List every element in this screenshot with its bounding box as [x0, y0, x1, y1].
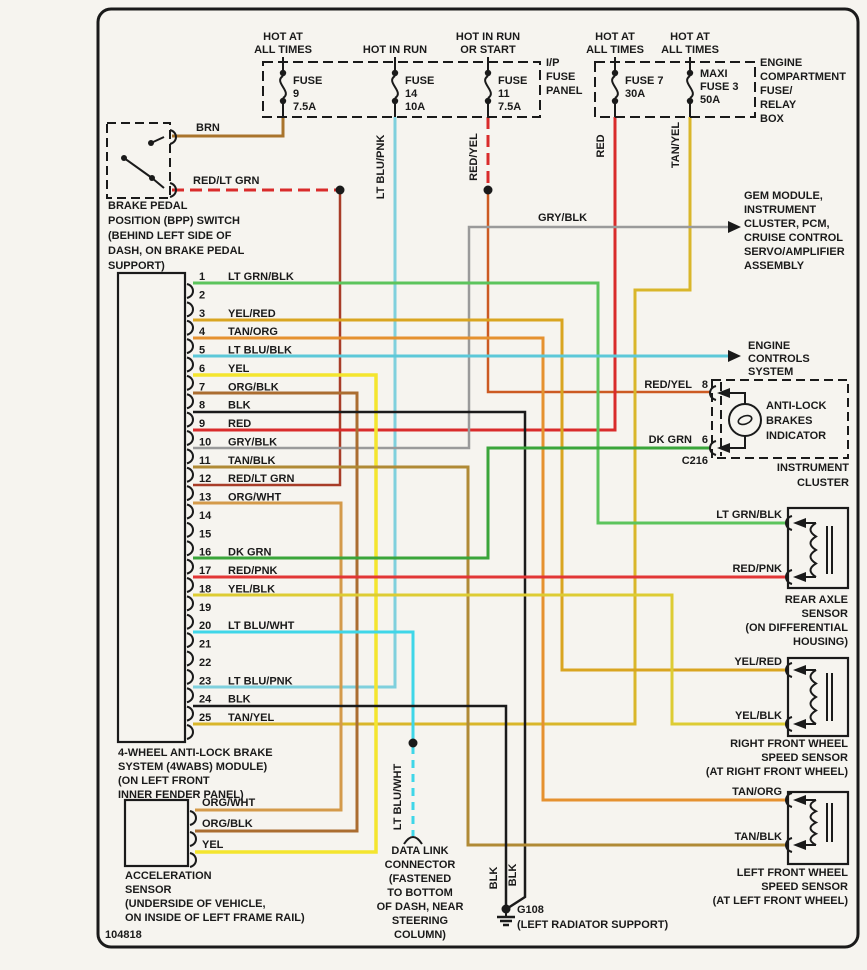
fuse-element-icon — [392, 76, 398, 98]
panel-label: RELAY — [760, 99, 797, 111]
dlc-caption: OF DASH, NEAR — [376, 901, 464, 913]
wire-color-label: BRN — [196, 122, 220, 134]
arrow-left-icon — [793, 518, 806, 528]
sensor-caption: (AT RIGHT FRONT WHEEL) — [705, 766, 848, 778]
bpp-caption: DASH, ON BRAKE PEDAL — [108, 245, 245, 257]
fuse-label: 9 — [293, 88, 300, 100]
wire-color-label: TAN/YEL — [670, 121, 682, 169]
pin-label: YEL/RED — [734, 656, 782, 668]
wire-blk-pin8 — [193, 412, 525, 908]
wire-tan-org — [193, 338, 786, 800]
indicator-pin-number: 8 — [701, 379, 708, 391]
bulb-lead — [730, 393, 745, 404]
bulb-filament-icon — [737, 414, 753, 426]
fuse-element-icon — [687, 76, 693, 98]
pin-number: 1 — [199, 271, 206, 283]
pin-bracket — [187, 560, 193, 574]
arrow-left-icon — [717, 443, 730, 453]
sensor-caption: (AT LEFT FRONT WHEEL) — [712, 895, 848, 907]
accel-caption: ON INSIDE OF LEFT FRAME RAIL) — [125, 912, 305, 924]
panel-label: I/P — [546, 57, 560, 69]
bpp-caption: (BEHIND LEFT SIDE OF — [108, 230, 232, 242]
pin-label: BLK — [228, 693, 251, 706]
fuse-label: 30A — [625, 88, 646, 100]
pin-label: TAN/ORG — [732, 786, 782, 798]
pin-bracket — [187, 321, 193, 335]
cluster-label: INSTRUMENT — [776, 462, 849, 474]
indicator-name: BRAKES — [766, 415, 813, 427]
sensor-caption: SENSOR — [801, 608, 848, 620]
sensor-caption: REAR AXLE — [784, 594, 848, 606]
bulb-icon — [729, 404, 761, 436]
accel-caption: (UNDERSIDE OF VEHICLE, — [125, 898, 266, 910]
dlc-caption: (FASTENED — [388, 873, 452, 885]
module-caption: SYSTEM (4WABS) MODULE) — [118, 761, 268, 773]
coil-icon — [811, 523, 817, 577]
pin-bracket — [187, 449, 193, 463]
pin-bracket — [190, 853, 196, 867]
indicator-pin-number: 6 — [701, 434, 708, 446]
pin-label: RED/PNK — [228, 565, 278, 577]
pin-label: DK GRN — [228, 546, 272, 559]
gem-label: SERVO/AMPLIFIER — [744, 246, 845, 258]
pin-bracket — [187, 486, 193, 500]
pin-bracket — [187, 578, 193, 592]
pin-label: LT BLU/WHT — [228, 620, 295, 633]
pin-number: 23 — [199, 675, 212, 688]
power-source-label: OR START — [460, 44, 516, 56]
pin-number: 2 — [199, 289, 206, 302]
wire-yel — [193, 375, 376, 852]
wire-color-label: LT BLU/PNK — [375, 134, 387, 200]
module-caption: 4-WHEEL ANTI-LOCK BRAKE — [118, 747, 273, 759]
pin-label: YEL — [228, 362, 250, 375]
pin-number: 20 — [199, 620, 212, 633]
sensor-caption: (ON DIFFERENTIAL — [745, 622, 848, 634]
fuse-element-icon — [485, 76, 491, 98]
pin-bracket — [187, 358, 193, 372]
pin-number: 22 — [199, 656, 212, 669]
gem-label: INSTRUMENT — [744, 204, 817, 216]
fuse-label: 10A — [405, 101, 426, 113]
pin-number: 3 — [199, 307, 206, 320]
sensor-box — [788, 792, 848, 864]
pin-bracket — [187, 413, 193, 427]
power-source-label: HOT AT — [670, 31, 710, 43]
fuse-terminal — [392, 98, 398, 104]
junction-dot — [409, 739, 418, 748]
pin-label: YEL/BLK — [734, 710, 782, 722]
dlc-caption: CONNECTOR — [384, 859, 456, 871]
pin-number: 7 — [199, 381, 206, 394]
ground-id: G108 — [517, 904, 544, 916]
diagram-number: 104818 — [105, 929, 142, 941]
pin-label: YEL — [202, 839, 224, 851]
pin-number: 14 — [199, 509, 212, 522]
dlc-caption: TO BOTTOM — [387, 887, 453, 899]
sensor-caption: RIGHT FRONT WHEEL — [730, 738, 848, 750]
indicator-wire-label: RED/YEL — [644, 379, 692, 391]
sensor-caption: SPEED SENSOR — [761, 752, 848, 764]
pin-bracket — [187, 633, 193, 647]
panel-label: FUSE — [546, 71, 576, 83]
engine-controls-label: ENGINE — [748, 340, 791, 352]
wire-brn-feed — [172, 117, 283, 136]
pin-number: 18 — [199, 583, 212, 596]
coil-icon — [811, 800, 817, 845]
sensor-caption: HOUSING) — [793, 636, 848, 648]
arrow-left-icon — [793, 795, 806, 805]
pin-bracket — [187, 376, 193, 390]
switch-lever — [124, 158, 152, 178]
pin-label: RED/LT GRN — [228, 473, 295, 486]
pin-bracket — [187, 670, 193, 684]
fuse-label: 50A — [700, 94, 721, 106]
wire-yel-blk — [193, 595, 786, 724]
engine-controls-label: CONTROLS — [748, 353, 810, 365]
dlc-caption: COLUMN) — [394, 929, 446, 941]
cluster-label: CLUSTER — [797, 477, 849, 489]
power-source-label: HOT IN RUN — [362, 44, 428, 56]
panel-label: FUSE/ — [760, 85, 793, 97]
panel-label: ENGINE — [760, 57, 803, 69]
pin-number: 5 — [199, 344, 206, 357]
fuse-label: FUSE — [498, 75, 528, 87]
gem-label: CRUISE CONTROL — [744, 232, 843, 244]
wire-color-label: BLK — [488, 866, 500, 890]
pin-bracket — [190, 832, 196, 846]
gem-arrow-icon — [728, 221, 741, 233]
gem-label: CLUSTER, PCM, — [744, 218, 830, 230]
wire-lt-blu-pnk — [193, 117, 395, 687]
pin-label: YEL/RED — [228, 307, 276, 320]
fuse-label: 7.5A — [293, 101, 317, 113]
power-source-label: HOT IN RUN — [455, 31, 521, 43]
pin-bracket — [190, 811, 196, 825]
pin-label: YEL/BLK — [228, 583, 276, 596]
fuse-terminal — [687, 98, 693, 104]
gem-label: GEM MODULE, — [744, 190, 823, 202]
fuse-label: FUSE — [405, 75, 435, 87]
accel-sensor-box — [125, 800, 188, 866]
pin-number: 24 — [199, 693, 212, 706]
fuse-element-icon — [612, 76, 618, 98]
pin-number: 19 — [199, 601, 212, 614]
accel-caption: SENSOR — [125, 884, 172, 896]
pin-bracket — [187, 725, 193, 739]
pin-number: 13 — [199, 491, 212, 504]
pin-label: LT BLU/PNK — [228, 675, 293, 688]
power-source-label: HOT AT — [263, 31, 303, 43]
pin-label: GRY/BLK — [228, 436, 278, 449]
pin-bracket — [187, 302, 193, 316]
fuse-label: 7.5A — [498, 101, 522, 113]
connector-id: C216 — [681, 455, 708, 467]
gem-label: ASSEMBLY — [744, 260, 805, 272]
junction-dot — [336, 186, 345, 195]
fuse-terminal — [485, 70, 491, 76]
bpp-caption: SUPPORT) — [108, 260, 165, 272]
pin-number: 11 — [199, 454, 211, 467]
fuse-label: FUSE — [293, 75, 323, 87]
coil-icon — [811, 670, 817, 724]
pin-number: 10 — [199, 436, 212, 449]
module-caption: INNER FENDER PANEL) — [118, 789, 244, 801]
panel-label: PANEL — [546, 85, 583, 97]
panel-label: COMPARTMENT — [760, 71, 846, 83]
bpp-caption: POSITION (BPP) SWITCH — [108, 215, 240, 227]
pin-label: LT BLU/BLK — [228, 344, 292, 357]
pin-bracket — [187, 523, 193, 537]
fuse-label: FUSE 7 — [625, 75, 664, 87]
engine-controls-arrow-icon — [728, 350, 741, 362]
indicator-name: INDICATOR — [766, 430, 827, 442]
pin-number: 8 — [199, 399, 206, 412]
indicator-name: ANTI-LOCK — [766, 400, 827, 412]
pin-label: LT GRN/BLK — [716, 509, 782, 521]
pin-bracket — [187, 652, 193, 666]
bulb-lead — [730, 436, 745, 448]
bpp-caption: BRAKE PEDAL — [108, 200, 188, 212]
wire-color-label: BLK — [507, 863, 519, 887]
ground-caption: (LEFT RADIATOR SUPPORT) — [517, 919, 669, 931]
sensor-caption: SPEED SENSOR — [761, 881, 848, 893]
arrow-left-icon — [793, 840, 806, 850]
fuse-terminal — [687, 70, 693, 76]
pin-bracket — [187, 596, 193, 610]
power-source-label: ALL TIMES — [586, 44, 644, 56]
fuse-terminal — [280, 98, 286, 104]
pin-number: 17 — [199, 565, 212, 577]
dlc-bracket — [404, 837, 422, 844]
sensor-caption: LEFT FRONT WHEEL — [736, 867, 848, 879]
pin-number: 9 — [199, 418, 206, 430]
fuse-label: FUSE 3 — [700, 81, 739, 93]
fuse-terminal — [612, 70, 618, 76]
pin-bracket — [187, 707, 193, 721]
arrow-left-icon — [793, 572, 806, 582]
wire-color-label: RED — [595, 134, 607, 158]
pin-number: 6 — [199, 362, 206, 375]
arrow-left-icon — [717, 388, 730, 398]
pin-label: BLK — [228, 399, 251, 412]
pin-label: TAN/YEL — [228, 712, 275, 724]
dlc-caption: DATA LINK — [391, 845, 449, 857]
pin-bracket — [187, 468, 193, 482]
accel-caption: ACCELERATION — [125, 870, 212, 882]
pin-label: ORG/WHT — [228, 491, 282, 504]
fuse-terminal — [485, 98, 491, 104]
pin-number: 12 — [199, 473, 212, 486]
pin-bracket — [187, 615, 193, 629]
pin-label: ORG/BLK — [228, 381, 279, 394]
pin-number: 15 — [199, 528, 212, 541]
pin-label: ORG/BLK — [202, 818, 253, 830]
pin-label: RED — [228, 418, 252, 430]
fuse-element-icon — [280, 76, 286, 98]
wire-color-label: RED/YEL — [468, 133, 480, 181]
pin-number: 25 — [199, 712, 212, 724]
pin-bracket — [187, 541, 193, 555]
engine-controls-label: SYSTEM — [748, 366, 794, 378]
arrow-left-icon — [793, 665, 806, 675]
bpp-switch-box — [107, 123, 170, 198]
module-caption: (ON LEFT FRONT — [118, 775, 210, 787]
fuse-terminal — [612, 98, 618, 104]
wire-color-label: GRY/BLK — [538, 212, 588, 224]
pin-label: ORG/WHT — [202, 797, 256, 809]
power-source-label: ALL TIMES — [254, 44, 312, 56]
pin-bracket — [710, 441, 716, 455]
pin-label: TAN/BLK — [734, 831, 782, 843]
pin-label: RED/PNK — [732, 563, 782, 575]
pin-bracket — [187, 394, 193, 408]
panel-label: BOX — [760, 113, 784, 125]
pin-bracket — [187, 339, 193, 353]
arrow-left-icon — [793, 719, 806, 729]
pin-bracket — [187, 284, 193, 298]
junction-dot — [484, 186, 493, 195]
pin-label: LT GRN/BLK — [228, 271, 294, 283]
switch-lever — [151, 137, 164, 143]
fuse-terminal — [392, 70, 398, 76]
indicator-wire-label: DK GRN — [648, 434, 692, 446]
pin-label: TAN/BLK — [228, 454, 276, 467]
fuse-label: 14 — [405, 88, 418, 100]
wire-color-label: RED/LT GRN — [193, 175, 260, 187]
pin-label: TAN/ORG — [228, 326, 278, 339]
pin-bracket — [187, 688, 193, 702]
dlc-caption: STEERING — [391, 915, 449, 927]
pin-number: 16 — [199, 546, 212, 559]
power-source-label: HOT AT — [595, 31, 635, 43]
switch-lever — [152, 178, 164, 188]
wire-color-label: LT BLU/WHT — [392, 763, 404, 831]
pin-number: 4 — [199, 326, 206, 339]
fuse-label: 11 — [498, 88, 510, 100]
pin-bracket — [187, 505, 193, 519]
fuse-label: MAXI — [700, 68, 728, 80]
module-connector-box — [118, 273, 185, 742]
power-source-label: ALL TIMES — [661, 44, 719, 56]
fuse-terminal — [280, 70, 286, 76]
pin-bracket — [187, 431, 193, 445]
pin-number: 21 — [199, 638, 212, 651]
